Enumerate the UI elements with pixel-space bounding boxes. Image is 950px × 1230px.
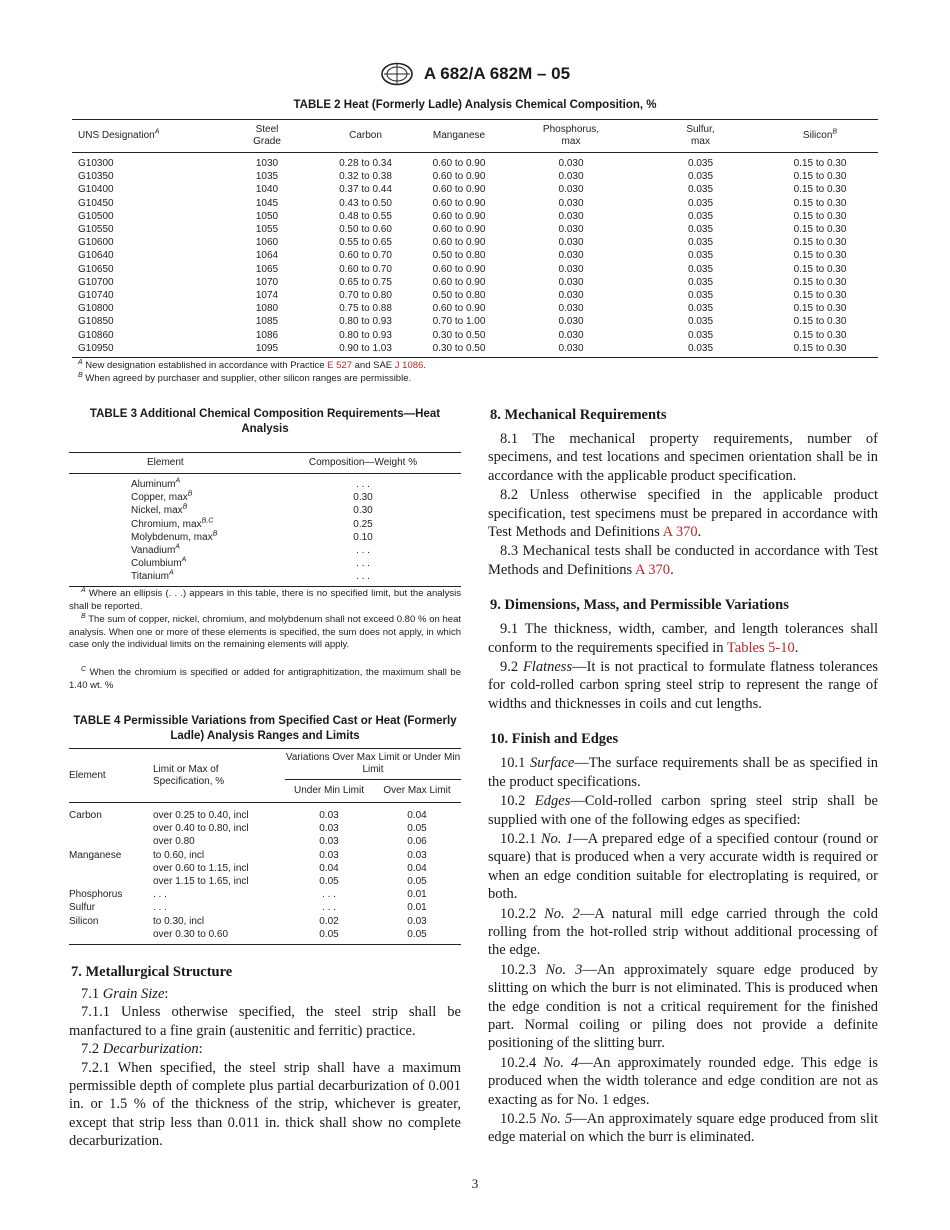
table-cell: 1085 bbox=[255, 316, 279, 328]
table-cell: over 0.60 to 1.15, incl bbox=[153, 862, 249, 874]
table-row bbox=[72, 329, 878, 342]
table-cell: 0.035 bbox=[687, 158, 714, 169]
table-cell: Phosphorus bbox=[69, 889, 123, 901]
table-cell: 0.90 to 1.03 bbox=[316, 342, 415, 358]
table-row bbox=[69, 544, 461, 557]
t3-header-element: Element bbox=[69, 453, 265, 474]
table-cell: 0.60 to 0.70 bbox=[339, 263, 392, 275]
table-cell: 0.035 bbox=[687, 210, 714, 222]
table-row bbox=[72, 342, 878, 358]
table-cell: 0.32 to 0.38 bbox=[339, 171, 392, 183]
table-row bbox=[72, 302, 878, 315]
table-cell: 0.30 bbox=[353, 492, 373, 504]
table-cell: 0.030 bbox=[503, 342, 639, 358]
table-row bbox=[69, 822, 461, 835]
para-10-2-4: 10.2.4 No. 4—An approximately rounded edge. This edge is produced when the width tolerance and edge condition are not as exacting as for No. 1 edges. bbox=[488, 1054, 879, 1108]
table-cell: 0.030 bbox=[558, 184, 584, 196]
table-cell: 1070 bbox=[255, 276, 279, 288]
table-cell: to 0.60, incl bbox=[153, 849, 205, 861]
table-cell: 0.70 to 1.00 bbox=[432, 316, 486, 328]
table-cell: 0.60 to 0.90 bbox=[432, 197, 486, 209]
para-8-3: 8.3 Mechanical tests shall be conducted in accordance with Test Methods and Definitions A 370. bbox=[488, 543, 878, 578]
table-cell: 0.030 bbox=[558, 158, 584, 169]
table-cell: 0.03 bbox=[407, 915, 427, 927]
t3-header-composition: Composition—Weight % bbox=[265, 453, 461, 474]
table-cell: 0.15 to 0.30 bbox=[793, 237, 847, 249]
table-cell: Nickel, $\max^B$ bbox=[131, 504, 188, 517]
table-cell: G10450 bbox=[78, 197, 114, 209]
table-cell: 0.03 bbox=[319, 836, 339, 848]
table-cell: over 0.80 bbox=[153, 836, 195, 848]
table-cell: G10350 bbox=[78, 171, 114, 183]
table-cell: 0.15 to 0.30 bbox=[793, 290, 847, 302]
t2-header-grade: Steel Grade bbox=[218, 120, 316, 153]
table-cell: 0.15 to 0.30 bbox=[793, 250, 847, 262]
table-cell: 0.60 to 0.90 bbox=[432, 237, 486, 249]
table-cell bbox=[69, 875, 153, 888]
table-cell: over 0.25 to 0.40, incl bbox=[153, 810, 249, 821]
link-j1086[interactable]: J 1086 bbox=[394, 360, 424, 371]
table-row bbox=[72, 210, 878, 223]
table-row bbox=[69, 570, 461, 586]
section-10-title: 10. Finish and Edges bbox=[490, 731, 619, 748]
table-cell: 0.10 bbox=[353, 531, 373, 543]
t2-footnote-a: $^A$ New designation established in accordance with Practice E 527 and SAE J 1086. bbox=[78, 358, 426, 371]
para-7-2: 7.2 Decarburization: bbox=[81, 1041, 203, 1058]
table-cell: 0.15 to 0.30 bbox=[793, 303, 847, 315]
table-cell: 0.035 bbox=[687, 224, 714, 236]
table-cell: 0.030 bbox=[558, 276, 584, 288]
table-cell: . . . bbox=[356, 558, 370, 570]
section-7-title: 7. Metallurgical Structure bbox=[71, 964, 233, 980]
table4 bbox=[69, 748, 461, 945]
table-cell: Copper, $\max^B$ bbox=[131, 490, 193, 504]
table-row bbox=[72, 197, 878, 210]
table-cell: 0.15 to 0.30 bbox=[793, 184, 847, 196]
table-cell: . . . bbox=[356, 545, 370, 557]
table-cell: 0.50 to 0.80 bbox=[432, 290, 486, 302]
table-cell: . . . bbox=[265, 570, 461, 586]
table-cell: 0.15 to 0.30 bbox=[793, 224, 847, 236]
table-cell: 0.30 to 0.50 bbox=[415, 342, 503, 358]
t2-header-carbon: Carbon bbox=[316, 120, 415, 153]
table-cell: . . . bbox=[153, 889, 167, 901]
table-row bbox=[69, 504, 461, 517]
para-10-1: 10.1 Surface—The surface requirements shall be as specified in the product specifications. bbox=[488, 755, 879, 790]
table-cell: 0.030 bbox=[558, 329, 584, 341]
table-cell: G10740 bbox=[78, 290, 114, 302]
table-cell: 0.50 to 0.80 bbox=[432, 250, 486, 262]
t4-header-limit: Limit or Max of Specification, % bbox=[153, 749, 285, 803]
table-cell: 1060 bbox=[255, 237, 279, 249]
page-header bbox=[0, 62, 950, 86]
table-row bbox=[69, 518, 461, 531]
t2-header-phosphorus: Phosphorus, max bbox=[503, 120, 639, 153]
table-cell: G10600 bbox=[78, 237, 114, 249]
table-row bbox=[72, 315, 878, 328]
table-cell: 0.030 bbox=[558, 171, 584, 183]
link-e527[interactable]: E 527 bbox=[327, 360, 352, 371]
para-8-2: 8.2 Unless otherwise specified in the applicable product specification, test specimens must be prepared in accordance with Test Methods and Definitions A 370. bbox=[488, 487, 878, 541]
table-cell: 0.03 bbox=[407, 849, 427, 861]
table-row bbox=[72, 263, 878, 276]
table-cell: 0.030 bbox=[558, 290, 584, 302]
table-cell: 0.65 to 0.75 bbox=[339, 276, 392, 288]
table-cell: 0.06 bbox=[407, 836, 427, 848]
table-cell: Columbium$^A$ bbox=[131, 556, 187, 570]
table-cell: . . . bbox=[356, 479, 370, 490]
table-cell: 0.15 to 0.30 bbox=[793, 276, 847, 288]
para-10-2-1: 10.2.1 No. 1—A prepared edge of a specified contour (round or square) that is produced when a very accurate width is required or when an edge condition suitable for electroplating is required, or both. bbox=[488, 830, 879, 903]
table-cell: G10300 bbox=[78, 158, 114, 169]
table-cell: Titanium$^A$ bbox=[69, 570, 265, 586]
table-cell: 1064 bbox=[255, 250, 279, 262]
para-7-1-1: 7.1.1 Unless otherwise specified, the steel strip shall be manfactured to a fine grain (austenitic and ferritic) practice. bbox=[69, 1004, 461, 1039]
table-row bbox=[69, 474, 461, 492]
t2-header-manganese: Manganese bbox=[415, 120, 503, 153]
table-cell: 0.15 to 0.30 bbox=[793, 210, 847, 222]
link-a370-2[interactable]: A 370 bbox=[635, 561, 671, 578]
para-10-2-5: 10.2.5 No. 5—An approximately square edge produced from slit edge material on which the burr is eliminated. bbox=[488, 1111, 879, 1146]
t2-header-silicon: Silicon$^B$ bbox=[762, 120, 878, 153]
table-cell: 0.035 bbox=[687, 197, 714, 209]
table-row bbox=[69, 491, 461, 504]
table-cell: . . . bbox=[322, 889, 336, 901]
table-cell: 1095 bbox=[218, 342, 316, 358]
table-cell: 1040 bbox=[255, 184, 279, 196]
table-cell: 0.05 bbox=[407, 823, 427, 835]
table-cell bbox=[69, 835, 153, 848]
para-10-2-3: 10.2.3 No. 3—An approximately square edge produced by slitting on which the burr is not eliminated. This is produced when the edge condition is not a critical requirement for the finished part. Normal coiling or piling does not provide a definite positioning of the slitting burr. bbox=[488, 961, 878, 1052]
table-row bbox=[69, 849, 461, 862]
t4-header-over: Over Max Limit bbox=[373, 780, 461, 803]
table-cell: 0.75 to 0.88 bbox=[339, 303, 392, 315]
table-cell: 0.030 bbox=[558, 263, 584, 275]
table-cell: 0.60 to 0.90 bbox=[432, 158, 486, 169]
table-cell: G10700 bbox=[78, 276, 114, 288]
table-cell: G10950 bbox=[72, 342, 218, 358]
table-row bbox=[69, 888, 461, 901]
table-cell: 0.15 to 0.30 bbox=[793, 197, 847, 209]
table-cell: 0.04 bbox=[407, 862, 427, 874]
table-cell: 0.60 to 0.90 bbox=[432, 210, 486, 222]
table-cell: 0.035 bbox=[687, 329, 714, 341]
table-cell: 0.035 bbox=[687, 171, 714, 183]
table-cell: 0.48 to 0.55 bbox=[339, 210, 392, 222]
table-cell: Carbon bbox=[69, 810, 102, 821]
table-cell: Manganese bbox=[69, 849, 122, 861]
table-cell: 0.035 bbox=[687, 237, 714, 249]
table-row bbox=[72, 183, 878, 196]
table-cell: 0.28 to 0.34 bbox=[339, 158, 392, 169]
table-cell: 0.01 bbox=[407, 889, 427, 901]
table-cell: Silicon bbox=[69, 915, 99, 927]
table-cell: . . . bbox=[153, 902, 167, 914]
table-cell: 1065 bbox=[255, 263, 279, 275]
link-a370-1[interactable]: A 370 bbox=[662, 524, 698, 541]
table-cell: G10800 bbox=[78, 303, 114, 315]
table-cell: 0.60 to 0.90 bbox=[432, 276, 486, 288]
t3-footnote-b: $^B$ The sum of copper, nickel, chromium, and molybdenum shall not exceed 0.80 % on heat analysis. When one or more of these elements is specified, the sum does not apply, in which case only the individual limits on the remaining elements will apply. bbox=[69, 612, 461, 651]
table-cell: 0.37 to 0.44 bbox=[339, 184, 392, 196]
table-cell: 0.60 to 0.90 bbox=[432, 184, 486, 196]
table2-caption: TABLE 2 Heat (Formerly Ladle) Analysis Chemical Composition, % bbox=[293, 99, 657, 111]
table-row bbox=[72, 289, 878, 302]
t4-header-under: Under Min Limit bbox=[285, 780, 373, 803]
table-cell: 0.035 bbox=[687, 184, 714, 196]
table-cell: 0.80 to 0.93 bbox=[339, 329, 392, 341]
table-cell: 0.035 bbox=[687, 250, 714, 262]
table-cell: 0.05 bbox=[407, 876, 427, 888]
table-row bbox=[69, 531, 461, 544]
table-cell: G10860 bbox=[78, 329, 114, 341]
table-cell: 1080 bbox=[255, 303, 279, 315]
table-cell: Molybdenum, $\max^B$ bbox=[131, 530, 218, 543]
table-cell: 0.15 to 0.30 bbox=[793, 316, 847, 328]
table-cell: . . . bbox=[322, 902, 336, 914]
t2-header-sulfur: Sulfur, max bbox=[639, 120, 762, 153]
table-cell: 0.15 to 0.30 bbox=[793, 158, 847, 169]
table-cell: 0.70 to 0.80 bbox=[339, 290, 392, 302]
table-cell: 0.035 bbox=[687, 263, 714, 275]
table-cell: 0.60 to 0.90 bbox=[432, 263, 486, 275]
table-row bbox=[72, 236, 878, 249]
table-cell: over 0.30 to 0.60 bbox=[153, 928, 285, 945]
table-cell bbox=[69, 822, 153, 835]
table-row bbox=[72, 249, 878, 262]
section-7 bbox=[69, 964, 461, 1151]
para-10-2: 10.2 Edges—Cold-rolled carbon spring steel strip shall be supplied with one of the following edges as specified: bbox=[488, 793, 878, 828]
table-cell: 0.15 to 0.30 bbox=[762, 342, 878, 358]
table-cell: G10500 bbox=[78, 210, 114, 222]
table-cell: 0.030 bbox=[558, 316, 584, 328]
table-cell: 0.05 bbox=[373, 928, 461, 945]
table-cell: G10550 bbox=[78, 224, 114, 236]
para-10-2-2: 10.2.2 No. 2—A natural mill edge carried through the cold rolling from the hot-rolled strip without additional processing of the edge. bbox=[488, 905, 879, 959]
table3 bbox=[69, 452, 461, 587]
table-cell: 0.035 bbox=[639, 342, 762, 358]
table3-caption: TABLE 3 Additional Chemical Composition Requirements—Heat Analysis bbox=[89, 408, 441, 435]
table-cell: 0.030 bbox=[558, 224, 584, 236]
table-cell: 0.15 to 0.30 bbox=[793, 329, 847, 341]
table-cell: 0.030 bbox=[558, 210, 584, 222]
table-cell: 0.15 to 0.30 bbox=[793, 171, 847, 183]
section-8-title: 8. Mechanical Requirements bbox=[490, 407, 667, 423]
table-cell: 0.55 to 0.65 bbox=[339, 237, 392, 249]
table-cell bbox=[69, 928, 153, 945]
para-7-2-1: 7.2.1 When specified, the steel strip shall have a maximum permissible depth of complete plus partial decarburization of 0.001 in. or 1.5 % of the thickness of the strip, whichever is greater, except that strip less than 0.011 in. thick shall show no complete decarburization. bbox=[69, 1059, 461, 1150]
table-cell: 0.030 bbox=[558, 250, 584, 262]
link-tables-5-10[interactable]: Tables 5-10 bbox=[726, 639, 795, 656]
table-cell: 0.25 bbox=[353, 518, 373, 530]
table-cell: 1035 bbox=[255, 171, 279, 183]
table-cell: over 0.40 to 0.80, incl bbox=[153, 823, 249, 835]
table-cell: 0.03 bbox=[319, 849, 339, 861]
table-cell: 0.030 bbox=[558, 237, 584, 249]
table-row bbox=[69, 835, 461, 848]
table-row bbox=[69, 928, 461, 945]
table-cell: Aluminum$^A$ bbox=[131, 477, 181, 490]
table-cell: 1055 bbox=[255, 224, 279, 236]
table-cell: 0.30 bbox=[353, 505, 373, 517]
table-cell: Vanadium$^A$ bbox=[131, 543, 180, 557]
table-cell: 0.035 bbox=[687, 276, 714, 288]
table-cell: 0.43 to 0.50 bbox=[339, 197, 392, 209]
table-cell: 0.05 bbox=[285, 928, 373, 945]
table-cell: 0.60 to 0.90 bbox=[432, 224, 486, 236]
table-row bbox=[69, 557, 461, 570]
table-cell: 0.035 bbox=[687, 303, 714, 315]
table-row bbox=[72, 223, 878, 236]
table-cell: 0.01 bbox=[407, 902, 427, 914]
t3-footnote-a: $^A$ Where an ellipsis (. . .) appears in this table, there is no specified limit, but the analysis shall be reported. bbox=[69, 586, 461, 612]
table-row bbox=[72, 153, 878, 171]
t4-header-variations: Variations Over Max Limit or Under Min Limit bbox=[285, 749, 461, 780]
right-column bbox=[488, 407, 878, 1147]
table-cell: over 1.15 to 1.65, incl bbox=[153, 876, 249, 888]
table-cell: 0.60 to 0.70 bbox=[339, 250, 392, 262]
table-cell: 1045 bbox=[255, 197, 279, 209]
table-row bbox=[69, 862, 461, 875]
table-cell: 0.04 bbox=[407, 810, 427, 821]
table-cell: 0.030 bbox=[558, 197, 584, 209]
page-number: 3 bbox=[471, 1176, 479, 1191]
table-cell: 0.03 bbox=[319, 823, 339, 835]
table-cell: 0.02 bbox=[319, 915, 339, 927]
table-cell: 0.03 bbox=[319, 810, 339, 821]
table-cell: G10640 bbox=[78, 250, 114, 262]
table-cell: 0.80 to 0.93 bbox=[339, 316, 392, 328]
table-cell: 0.030 bbox=[558, 303, 584, 315]
table-row bbox=[69, 915, 461, 928]
table-cell: Sulfur bbox=[69, 902, 96, 914]
para-8-1: 8.1 The mechanical property requirements, number of specimens, and test locations and specimen orientation shall be in accordance with the applicable product specification. bbox=[488, 431, 878, 484]
t3-footnote-c: $^C$ When the chromium is specified or added for antigraphitization, the maximum shall be 1.40 wt. % bbox=[69, 665, 461, 691]
table-cell: 1030 bbox=[255, 158, 279, 169]
table4-caption: TABLE 4 Permissible Variations from Specified Cast or Heat (Formerly Ladle) Analysis Ranges and Limits bbox=[73, 715, 457, 742]
section-9-title: 9. Dimensions, Mass, and Permissible Variations bbox=[490, 597, 789, 614]
table-cell: 0.60 to 0.90 bbox=[432, 303, 486, 315]
t4-header-element: Element bbox=[69, 749, 153, 803]
table-cell: 0.05 bbox=[319, 876, 339, 888]
table-cell: 1050 bbox=[255, 210, 279, 222]
table-cell: 1086 bbox=[255, 329, 279, 341]
table-cell: 0.30 to 0.50 bbox=[432, 329, 486, 341]
table2 bbox=[72, 119, 878, 358]
document-title: A 682/A 682M – 05 bbox=[423, 64, 571, 83]
table-cell: 0.04 bbox=[319, 862, 339, 874]
table-cell: to 0.30, incl bbox=[153, 915, 205, 927]
table-row bbox=[69, 901, 461, 914]
astm-logo-icon bbox=[380, 62, 414, 86]
table-row bbox=[69, 875, 461, 888]
t2-footnote-b: $^B$ When agreed by purchaser and supplier, other silicon ranges are permissible. bbox=[78, 371, 412, 384]
table-cell: 0.15 to 0.30 bbox=[793, 263, 847, 275]
table-cell: G10850 bbox=[78, 316, 114, 328]
table-cell: G10400 bbox=[78, 184, 114, 196]
table-cell: Chromium, $\max^{B,C}$ bbox=[131, 517, 214, 530]
table-cell: 0.60 to 0.90 bbox=[432, 171, 486, 183]
table-cell: G10650 bbox=[78, 263, 114, 275]
table-row bbox=[72, 170, 878, 183]
table-row bbox=[69, 803, 461, 823]
table-row bbox=[72, 276, 878, 289]
table-cell: 0.50 to 0.60 bbox=[339, 224, 392, 236]
table-cell: 0.035 bbox=[687, 316, 714, 328]
para-7-1: 7.1 Grain Size: bbox=[81, 986, 169, 1002]
t2-header-uns: UNS Designation$^A$ bbox=[72, 120, 218, 153]
table-cell: 1074 bbox=[255, 290, 279, 302]
table-cell: 0.035 bbox=[687, 290, 714, 302]
para-9-2: 9.2 Flatness—It is not practical to formulate flatness tolerances for cold-rolled carbon spring steel strip to represent the range of widths and thicknesses in coils and cut lengths. bbox=[488, 659, 878, 712]
para-9-1: 9.1 The thickness, width, camber, and length tolerances shall conform to the requirements specified in Tables 5-10. bbox=[488, 621, 878, 656]
table-cell bbox=[69, 862, 153, 875]
